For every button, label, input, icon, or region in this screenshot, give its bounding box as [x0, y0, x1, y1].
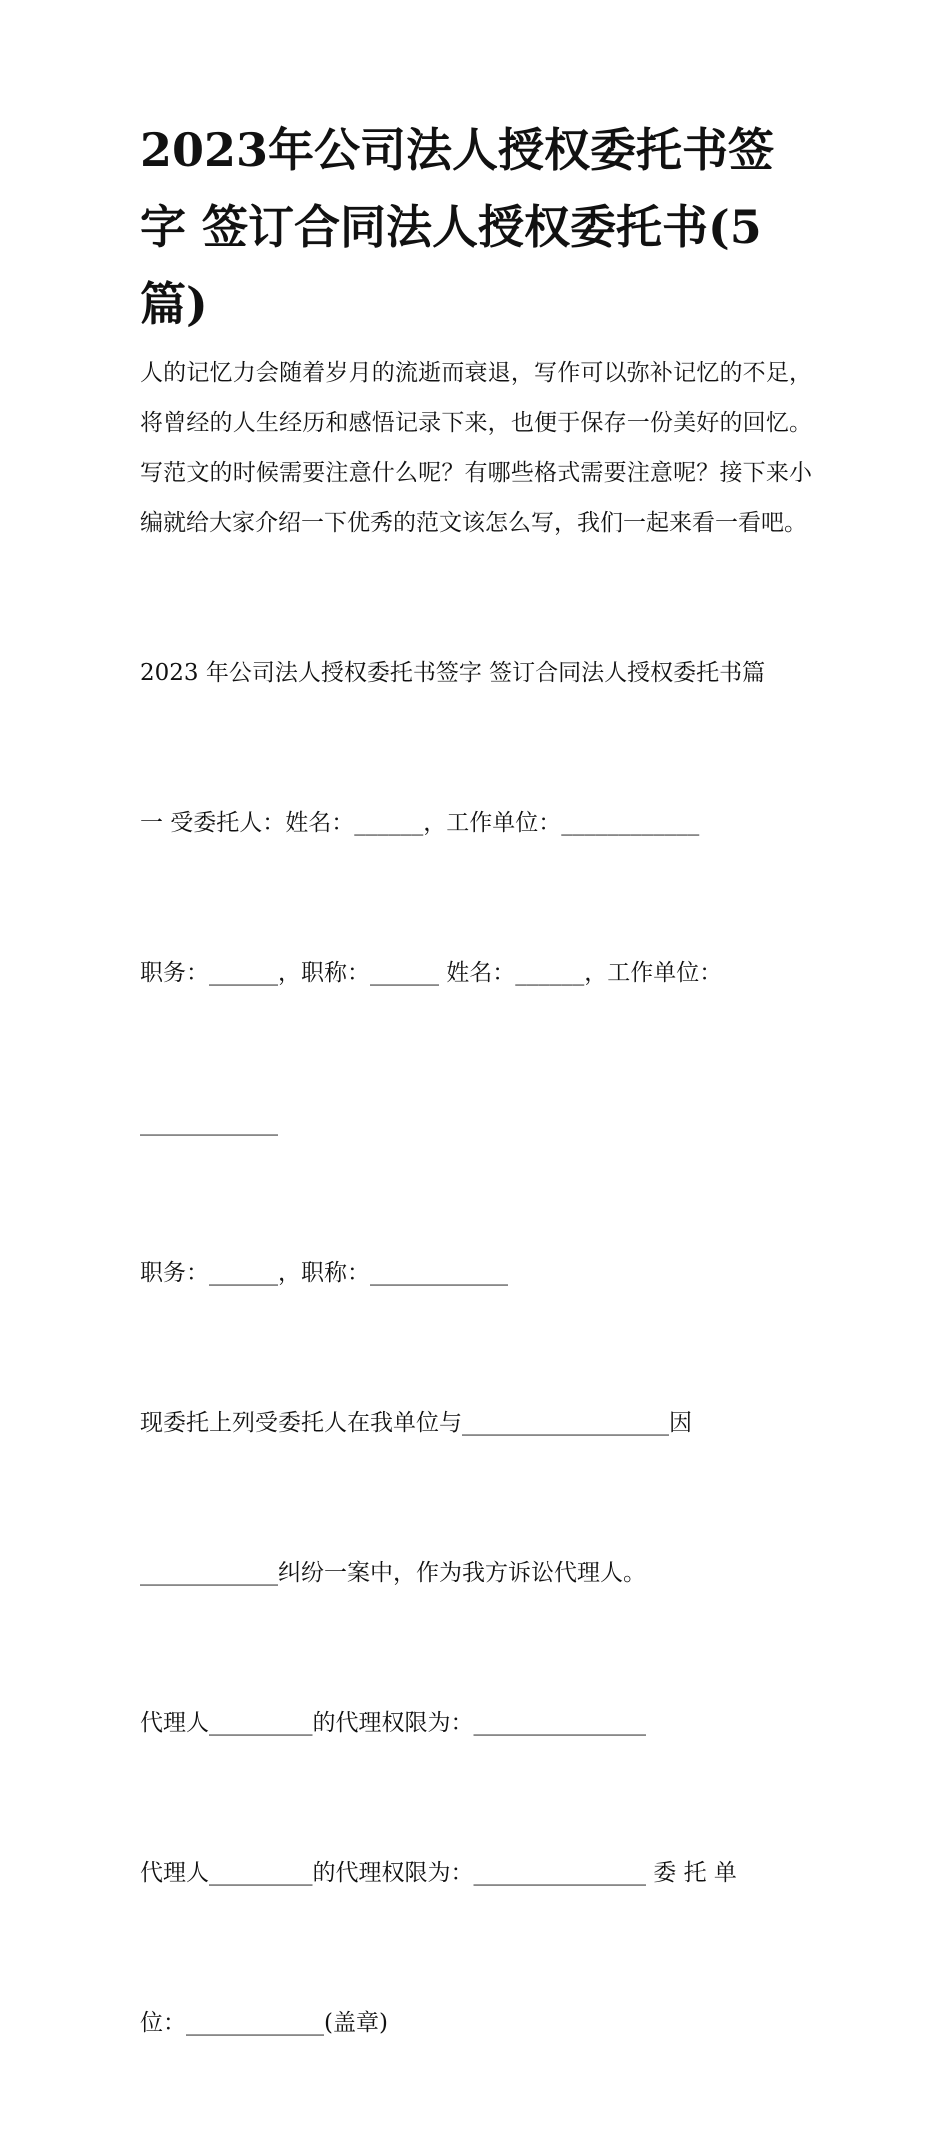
body-line: ____________纠纷一案中，作为我方诉讼代理人。 — [140, 1560, 646, 1587]
body-line: 位：____________(盖章) — [140, 2010, 388, 2037]
body-line: 代理人_________的代理权限为：_______________ 委 托 单 — [140, 1860, 737, 1887]
body-line: 职务：______，职称：____________ — [140, 1260, 508, 1287]
body-line: 一 受委托人：姓名：______，工作单位：____________ — [140, 810, 700, 837]
body-line: 现委托上列受委托人在我单位与__________________因 — [140, 1410, 692, 1437]
document-title: 2023年公司法人授权委托书签字 签订合同法人授权委托书(5篇) — [140, 123, 775, 331]
intro-paragraph: 人的记忆力会随着岁月的流逝而衰退，写作可以弥补记忆的不足，将曾经的人生经历和感悟记录下来，也便于保存一份美好的回忆。写范文的时候需要注意什么呢？有哪些格式需要注意呢？接下来小编就给大家介绍一下优秀的范文该怎么写，我们一起来看一看吧。 — [140, 360, 812, 537]
body-line: 职务：______，职称：______ 姓名：______，工作单位： — [140, 960, 723, 987]
body-line: ____________ — [140, 1110, 278, 1137]
section-heading-line: 2023 年公司法人授权委托书签字 签订合同法人授权委托书篇 — [140, 660, 766, 687]
body-line: 代理人_________的代理权限为：_______________ — [140, 1710, 646, 1737]
document-body — [140, 548, 812, 2148]
document-page — [140, 112, 812, 2148]
